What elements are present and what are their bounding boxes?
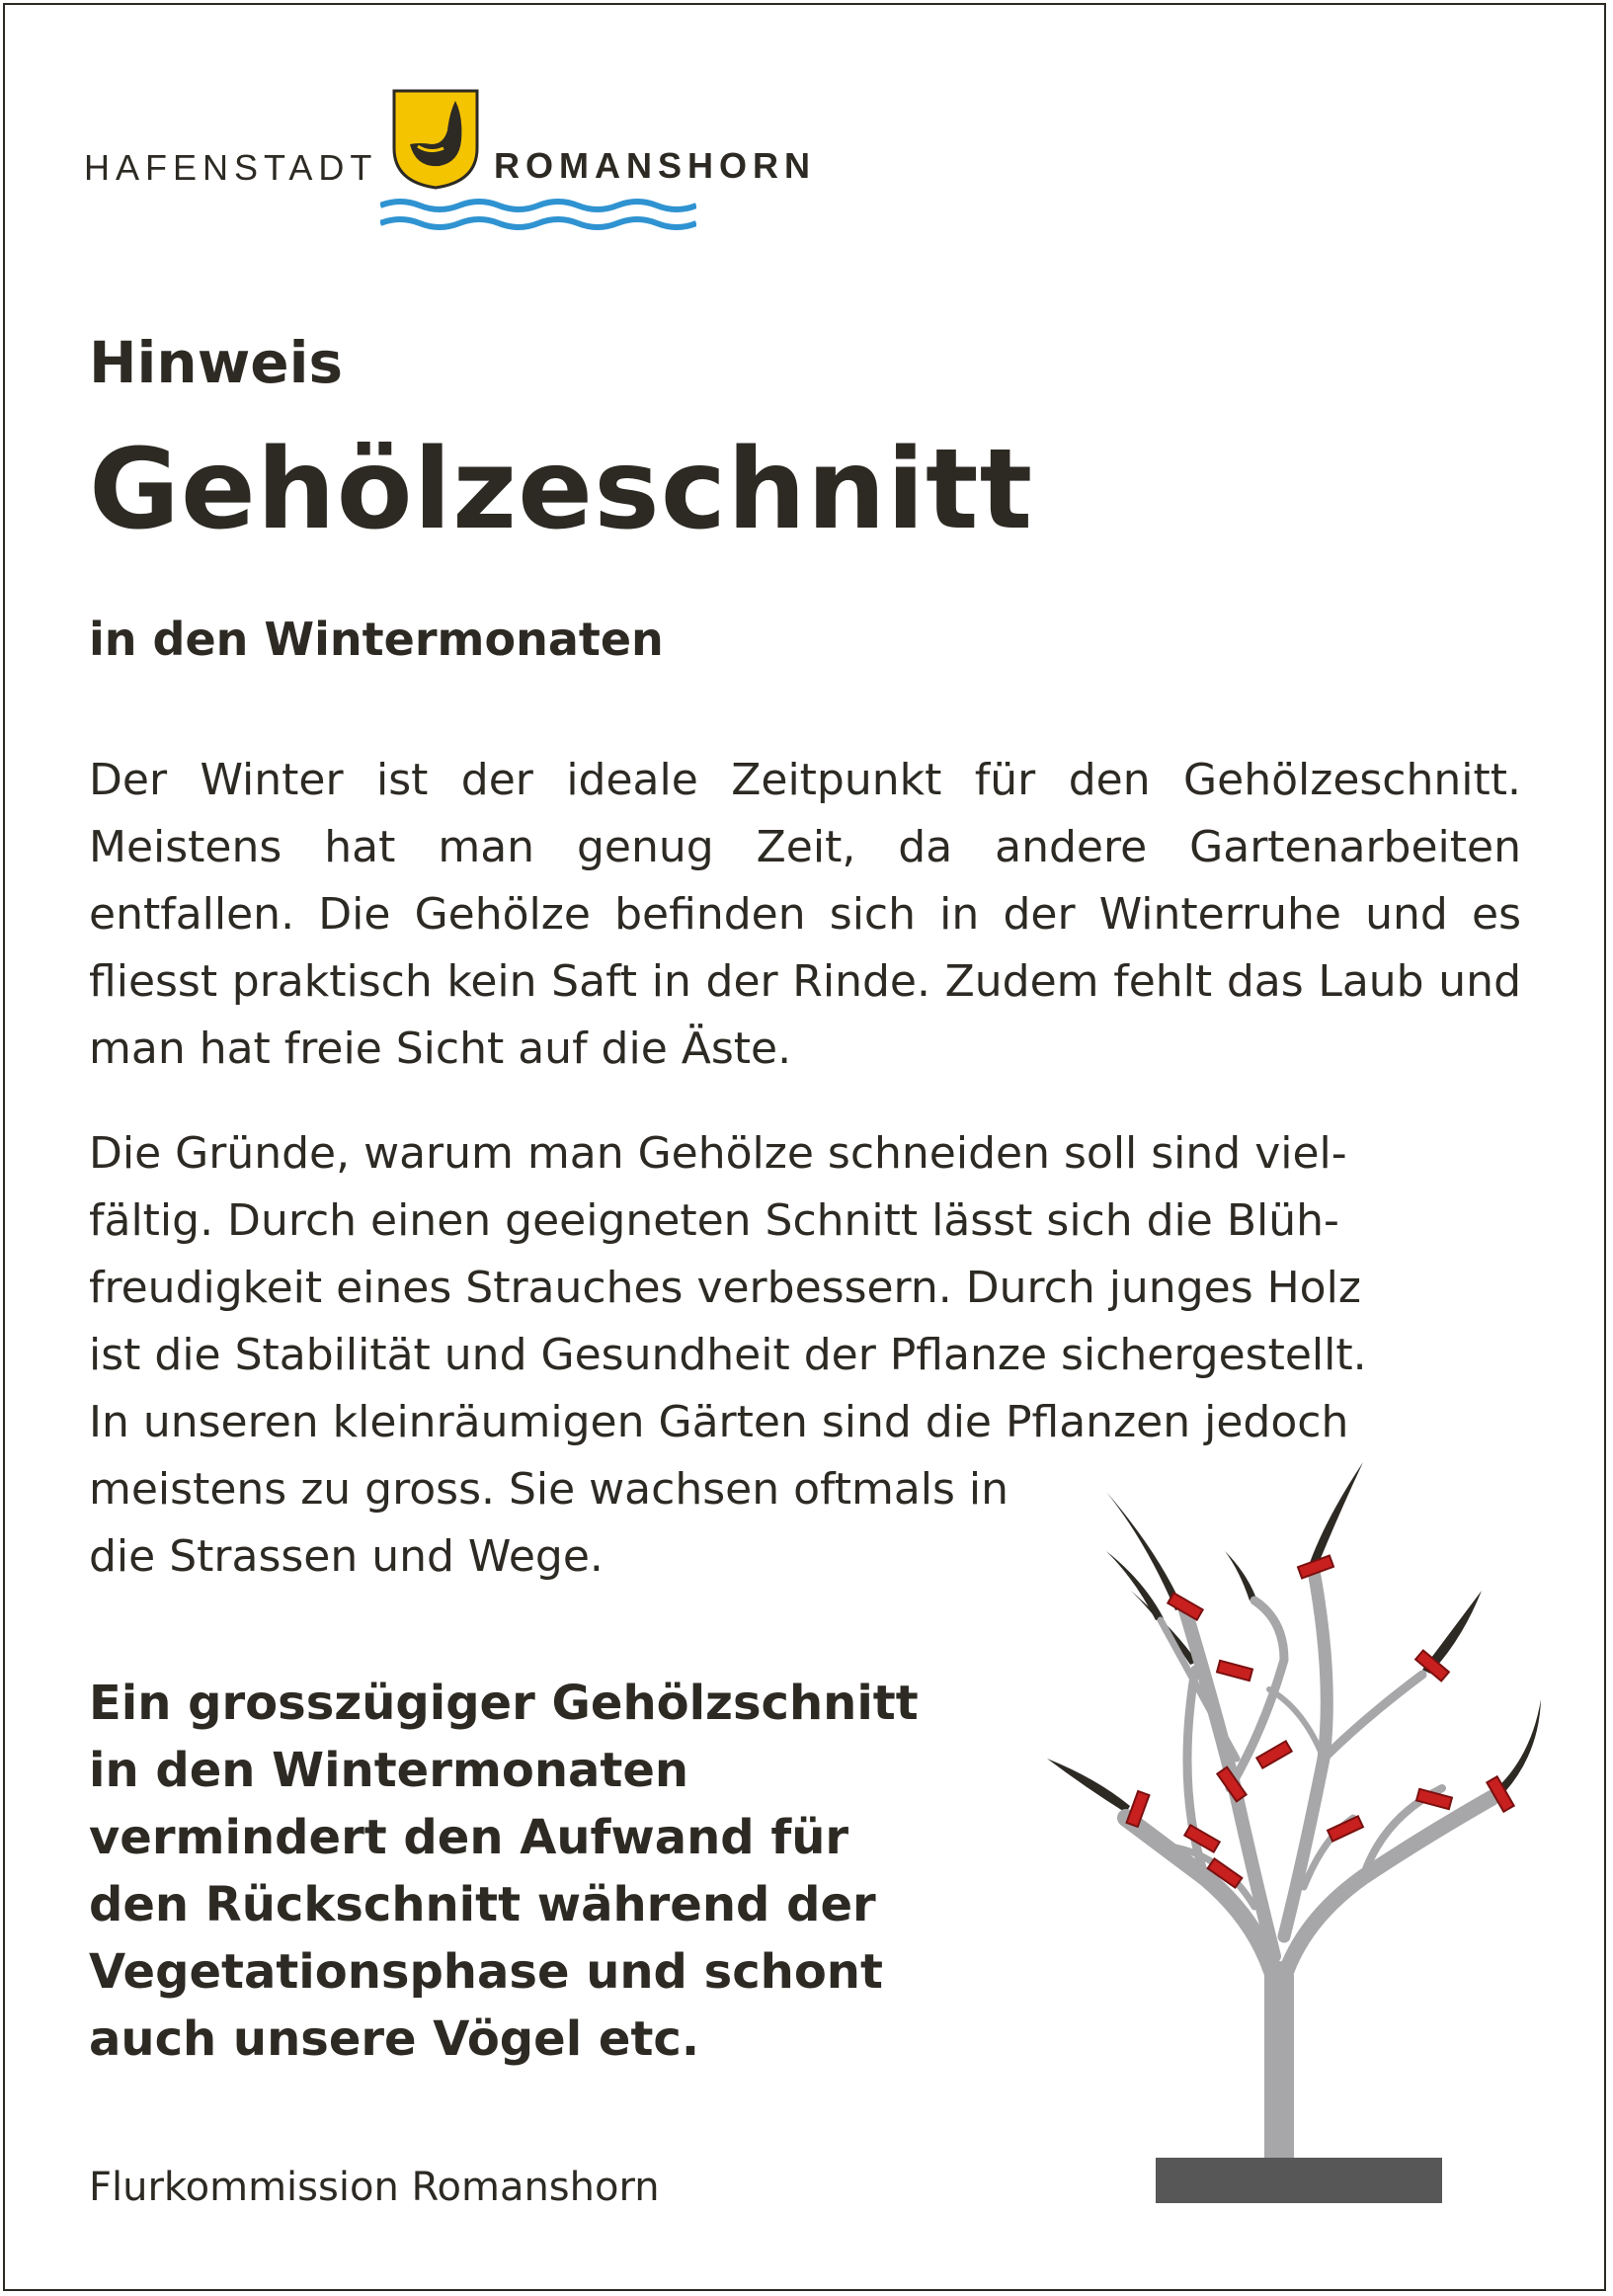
cut-mark: [1416, 1789, 1452, 1809]
callout-text: [89, 1670, 1037, 2073]
logo-left-text: HAFENSTADT: [84, 147, 378, 188]
paragraph-line: fältig. Durch einen geeigneten Schnitt lässt sich die Blüh-: [89, 1195, 1339, 1246]
paragraph-line: die Strassen und Wege.: [89, 1531, 604, 1582]
cut-mark: [1127, 1791, 1150, 1827]
callout-line: vermindert den Aufwand für: [89, 1810, 849, 1865]
notice-kicker: Hinweis: [89, 329, 344, 396]
callout-line: Ein grosszügiger Gehölzschnitt: [89, 1676, 919, 1731]
paragraph-line: Die Gründe, warum man Gehölze schneiden soll sind viel-: [89, 1128, 1347, 1179]
romanshorn-logo: [84, 87, 874, 235]
new-shoots: [1047, 1462, 1541, 1813]
page-title: Gehölzeschnitt: [89, 426, 1034, 554]
footer-signature: Flurkommission Romanshorn: [89, 2165, 660, 2210]
callout-line: in den Wintermonaten: [89, 1743, 689, 1798]
paragraph-line: meistens zu gross. Sie wachsen oftmals in: [89, 1464, 1009, 1515]
callout-line: auch unsere Vögel etc.: [89, 2011, 700, 2067]
logo-right-text: ROMANSHORN: [494, 145, 816, 186]
paragraph-line: ist die Stabilität und Gesundheit der Pflanze sichergestellt.: [89, 1330, 1367, 1380]
callout-line: Vegetationsphase und schont: [89, 1944, 883, 2000]
coat-of-arms-horn-icon: [390, 87, 481, 190]
paragraph-line: freudigkeit eines Strauches verbessern. Durch junges Holz: [89, 1263, 1361, 1313]
paragraph-line: In unseren kleinräumigen Gärten sind die Pflanzen jedoch: [89, 1397, 1349, 1447]
callout-line: den Rückschnitt während der: [89, 1877, 876, 1932]
cut-mark: [1256, 1741, 1291, 1767]
waves-icon: [380, 198, 696, 233]
body-paragraph-1: Der Winter ist der ideale Zeitpunkt für den Gehölzeschnitt. Meistens hat man genug Zeit, da andere Gartenarbeiten entfallen. Die Gehölze befinden sich in der Winterruhe und es fliesst praktisch kein Saft in der Rinde. Zudem fehlt das Laub und man hat freie Sicht auf die Äste.: [89, 755, 1521, 1074]
cut-mark: [1217, 1661, 1252, 1681]
page-subtitle: in den Wintermonaten: [89, 613, 664, 666]
ground-bar: [1156, 2158, 1442, 2203]
pruned-tree-icon: [1027, 1462, 1580, 2213]
